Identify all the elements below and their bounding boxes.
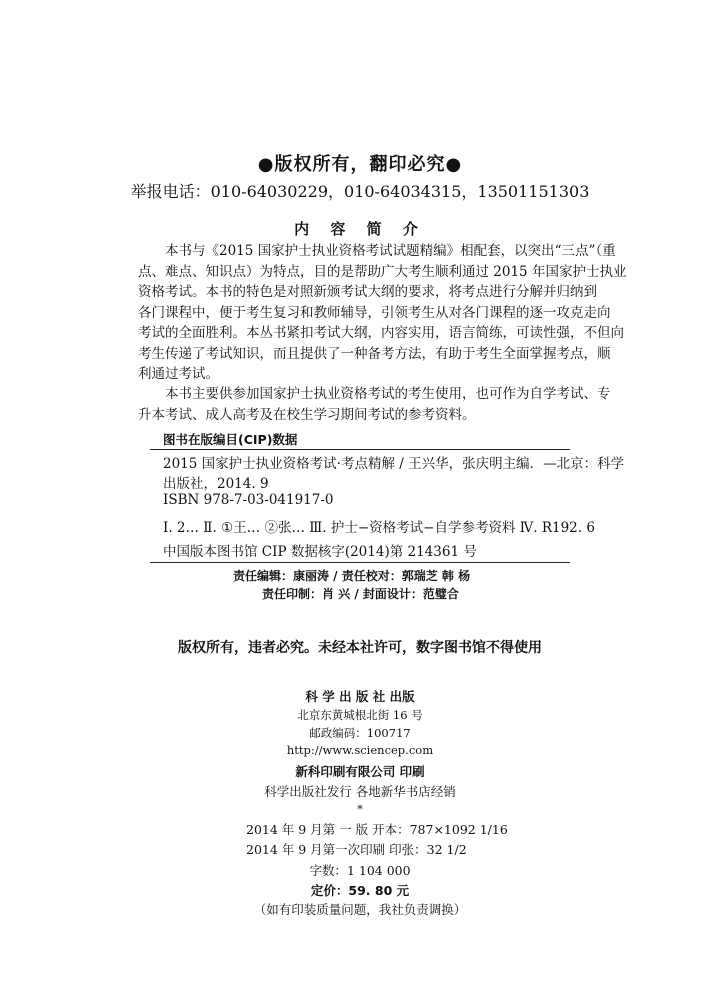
summary-line: 本书主要供参加国家护士执业资格考试的考生使用，也可作为自学考试、专	[165, 386, 611, 402]
summary-heading: 内 容 简 介	[294, 220, 426, 238]
summary-paragraph-2	[138, 384, 611, 425]
cip-bottom-rule	[150, 562, 570, 563]
cip-entry-line: 2015 国家护士执业资格考试·考点精解 / 王兴华，张庆明主编．—北京：科学	[163, 456, 625, 472]
editors-line-2: 责任印制：肖 兴 / 封面设计：范璧合	[262, 587, 459, 601]
edition-line: 2014 年 9 月第 一 版 开本：787×1092 1/16	[246, 822, 508, 837]
report-phone: 举报电话：010-64030229，010-64034315，13501151303	[130, 182, 590, 201]
postcode: 邮政编码：100717	[309, 726, 411, 740]
price: 定价：59. 80 元	[310, 883, 410, 898]
cip-verification-number: 中国版本图书馆 CIP 数据核字(2014)第 214361 号	[163, 544, 477, 560]
publisher-line: 科 学 出 版 社 出版	[305, 689, 415, 704]
summary-line: 考试的全面胜利。本丛书紧扣考试大纲，内容实用，语言简练，可读性强，不但向	[138, 325, 624, 341]
editors-line-1: 责任编辑：康丽涛 / 责任校对：郭瑞芝 韩 杨	[233, 569, 471, 583]
word-count: 字数：1 104 000	[309, 863, 411, 878]
quality-note: （如有印装质量问题，我社负责调换）	[253, 902, 467, 917]
summary-line: 升本考试、成人高考及在校生学习期间考试的参考资料。	[138, 406, 476, 423]
summary-paragraph-1	[138, 241, 627, 385]
separator-asterisk: *	[357, 802, 363, 816]
summary-line: 利通过考试。	[138, 366, 219, 382]
summary-line: 本书与《2015 国家护士执业资格考试试题精编》相配套，以突出“三点”（重	[165, 243, 616, 259]
distribution-line: 科学出版社发行 各地新华书店经销	[264, 784, 456, 799]
summary-line: 各门课程中，便于考生复习和教师辅导，引领考生从对各门课程的逐一攻克走向	[138, 304, 611, 321]
printer-line: 新科印刷有限公司 印刷	[295, 764, 425, 779]
cip-classification: Ⅰ. 2… Ⅱ. ①王… ②张… Ⅲ. 护士−资格考试−自学参考资料 Ⅳ. R192. 6	[163, 520, 595, 536]
cip-heading: 图书在版编目(CIP)数据	[163, 432, 298, 447]
summary-line: 资格考试。本书的特色是对照新颁考试大纲的要求，将考点进行分解并归纳到	[138, 284, 597, 300]
copyright-banner: ●版权所有，翻印必究●	[257, 154, 463, 175]
printing-line: 2014 年 9 月第一次印刷 印张：32 1/2	[246, 842, 467, 857]
summary-line: 考生传递了考试知识，而且提供了一种备考方法，有助于考生全面掌握考点，顺	[138, 345, 611, 362]
cip-entry-line: 出版社，2014. 9	[163, 476, 269, 492]
publisher-url: http://www.sciencep.com	[286, 743, 434, 757]
copyright-notice: 版权所有，违者必究。未经本社许可，数字图书馆不得使用	[178, 640, 542, 656]
publisher-address: 北京东黄城根北街 16 号	[297, 708, 423, 722]
cip-top-rule	[150, 449, 570, 450]
cip-isbn: ISBN 978-7-03-041917-0	[163, 492, 334, 508]
summary-line: 点、难点、知识点）为特点，目的是帮助广大考生顺利通过 2015 年国家护士执业	[138, 263, 627, 280]
